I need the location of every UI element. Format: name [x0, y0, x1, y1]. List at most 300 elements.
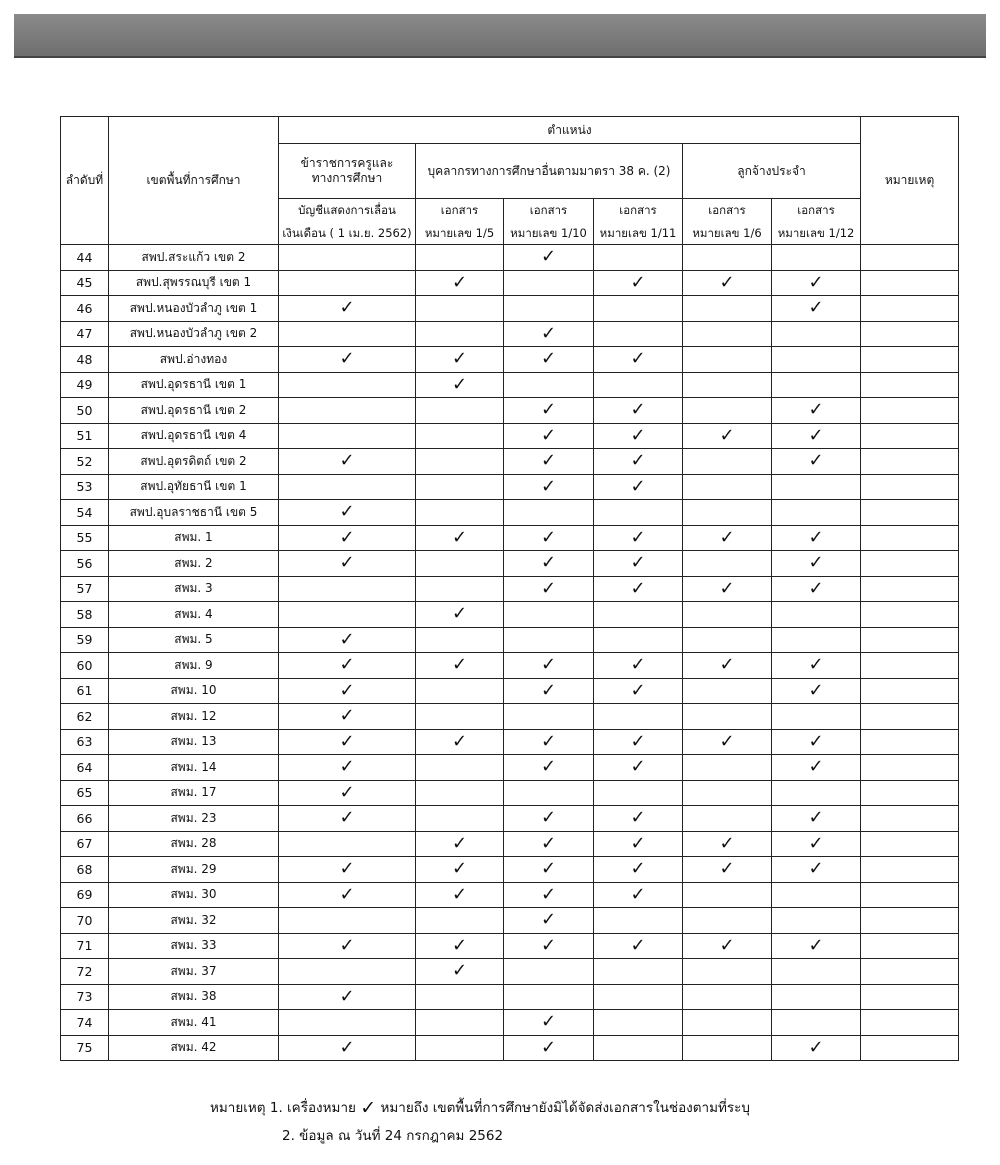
row-area-name: สพม. 13 [109, 729, 279, 755]
empty-cell [772, 882, 861, 908]
row-area-name: สพป.สระแก้ว เขต 2 [109, 245, 279, 271]
check-mark-icon: ✓ [504, 398, 594, 424]
check-mark-icon: ✓ [279, 704, 416, 730]
table-row [61, 831, 959, 857]
check-mark-icon: ✓ [504, 347, 594, 373]
check-mark-icon: ✓ [772, 551, 861, 577]
empty-cell [772, 704, 861, 730]
empty-cell [279, 831, 416, 857]
row-remark [861, 806, 959, 832]
row-number: 55 [61, 525, 109, 551]
empty-cell [683, 806, 772, 832]
row-number: 75 [61, 1035, 109, 1061]
check-mark-icon: ✓ [594, 474, 683, 500]
header-doc-salary-line2: เงินเดือน ( 1 เม.ย. 2562) [279, 223, 416, 245]
row-number: 67 [61, 831, 109, 857]
empty-cell [279, 398, 416, 424]
row-area-name: สพม. 28 [109, 831, 279, 857]
empty-cell [504, 296, 594, 322]
check-mark-icon: ✓ [416, 270, 504, 296]
check-mark-icon: ✓ [279, 551, 416, 577]
table-row [61, 729, 959, 755]
row-area-name: สพม. 14 [109, 755, 279, 781]
check-mark-icon: ✓ [416, 882, 504, 908]
row-area-name: สพม. 33 [109, 933, 279, 959]
check-mark-icon: ✓ [279, 525, 416, 551]
row-area-name: สพป.อ่างทอง [109, 347, 279, 373]
check-mark-icon: ✓ [360, 1097, 377, 1119]
row-area-name: สพป.อุทัยธานี เขต 1 [109, 474, 279, 500]
row-area-name: สพม. 9 [109, 653, 279, 679]
empty-cell [594, 602, 683, 628]
table-row [61, 627, 959, 653]
empty-cell [772, 602, 861, 628]
row-area-name: สพม. 37 [109, 959, 279, 985]
header-doc-1-11-line1: เอกสาร [594, 199, 683, 223]
check-mark-icon: ✓ [594, 857, 683, 883]
empty-cell [416, 576, 504, 602]
footnote-line-2: 2. ข้อมูล ณ วันที่ 24 กรกฎาคม 2562 [282, 1128, 504, 1144]
empty-cell [416, 704, 504, 730]
empty-cell [416, 500, 504, 526]
empty-cell [594, 321, 683, 347]
top-header-bar [14, 14, 986, 58]
empty-cell [594, 296, 683, 322]
row-remark [861, 372, 959, 398]
header-position: ตำแหน่ง [279, 117, 861, 144]
row-area-name: สพม. 41 [109, 1010, 279, 1036]
empty-cell [279, 245, 416, 271]
empty-cell [279, 270, 416, 296]
footnote-label: หมายเหตุ [210, 1100, 266, 1116]
table-row [61, 602, 959, 628]
empty-cell [594, 908, 683, 934]
row-number: 44 [61, 245, 109, 271]
empty-cell [683, 984, 772, 1010]
row-number: 52 [61, 449, 109, 475]
row-area-name: สพม. 29 [109, 857, 279, 883]
check-mark-icon: ✓ [504, 449, 594, 475]
header-doc-1-12-line1: เอกสาร [772, 199, 861, 223]
table-row [61, 321, 959, 347]
empty-cell [594, 245, 683, 271]
header-doc-1-5-line2: หมายเลข 1/5 [416, 223, 504, 245]
row-number: 54 [61, 500, 109, 526]
row-remark [861, 1010, 959, 1036]
row-number: 47 [61, 321, 109, 347]
empty-cell [772, 984, 861, 1010]
check-mark-icon: ✓ [279, 653, 416, 679]
row-number: 69 [61, 882, 109, 908]
header-group-staff: บุคลากรทางการศึกษาอื่นตามมาตรา 38 ค. (2) [416, 144, 683, 199]
empty-cell [416, 806, 504, 832]
row-area-name: สพป.สุพรรณบุรี เขต 1 [109, 270, 279, 296]
table-row [61, 704, 959, 730]
check-mark-icon: ✓ [504, 882, 594, 908]
row-remark [861, 882, 959, 908]
check-mark-icon: ✓ [772, 1035, 861, 1061]
check-mark-icon: ✓ [594, 576, 683, 602]
check-mark-icon: ✓ [416, 857, 504, 883]
table-row [61, 933, 959, 959]
empty-cell [279, 1010, 416, 1036]
row-remark [861, 729, 959, 755]
check-mark-icon: ✓ [772, 653, 861, 679]
empty-cell [683, 321, 772, 347]
row-area-name: สพม. 10 [109, 678, 279, 704]
check-mark-icon: ✓ [594, 653, 683, 679]
check-mark-icon: ✓ [683, 831, 772, 857]
check-mark-icon: ✓ [594, 551, 683, 577]
header-remark: หมายเหตุ [861, 117, 959, 245]
empty-cell [279, 423, 416, 449]
empty-cell [416, 1010, 504, 1036]
row-number: 73 [61, 984, 109, 1010]
header-doc-1-11-line2: หมายเลข 1/11 [594, 223, 683, 245]
check-mark-icon: ✓ [504, 1010, 594, 1036]
empty-cell [416, 678, 504, 704]
check-mark-icon: ✓ [683, 729, 772, 755]
row-remark [861, 296, 959, 322]
check-mark-icon: ✓ [772, 525, 861, 551]
check-mark-icon: ✓ [279, 500, 416, 526]
check-mark-icon: ✓ [504, 831, 594, 857]
empty-cell [416, 755, 504, 781]
check-mark-icon: ✓ [504, 321, 594, 347]
header-doc-1-10-line2: หมายเลข 1/10 [504, 223, 594, 245]
empty-cell [416, 984, 504, 1010]
check-mark-icon: ✓ [772, 449, 861, 475]
empty-cell [594, 627, 683, 653]
row-remark [861, 984, 959, 1010]
check-mark-icon: ✓ [594, 678, 683, 704]
empty-cell [416, 423, 504, 449]
table-row [61, 423, 959, 449]
row-number: 61 [61, 678, 109, 704]
check-mark-icon: ✓ [279, 296, 416, 322]
empty-cell [772, 245, 861, 271]
check-mark-icon: ✓ [279, 933, 416, 959]
row-area-name: สพม. 2 [109, 551, 279, 577]
empty-cell [683, 908, 772, 934]
row-remark [861, 245, 959, 271]
empty-cell [416, 1035, 504, 1061]
check-mark-icon: ✓ [772, 678, 861, 704]
row-number: 72 [61, 959, 109, 985]
empty-cell [416, 449, 504, 475]
table-row [61, 959, 959, 985]
check-mark-icon: ✓ [416, 602, 504, 628]
row-remark [861, 780, 959, 806]
empty-cell [683, 347, 772, 373]
check-mark-icon: ✓ [279, 882, 416, 908]
empty-cell [683, 551, 772, 577]
row-remark [861, 551, 959, 577]
table-row [61, 372, 959, 398]
check-mark-icon: ✓ [279, 755, 416, 781]
empty-cell [416, 780, 504, 806]
table-row [61, 1010, 959, 1036]
row-number: 49 [61, 372, 109, 398]
row-remark [861, 755, 959, 781]
row-area-name: สพม. 12 [109, 704, 279, 730]
submission-status-table [60, 116, 959, 1061]
header-doc-1-10-line1: เอกสาร [504, 199, 594, 223]
check-mark-icon: ✓ [279, 857, 416, 883]
check-mark-icon: ✓ [594, 347, 683, 373]
row-number: 59 [61, 627, 109, 653]
row-remark [861, 678, 959, 704]
row-number: 64 [61, 755, 109, 781]
row-number: 70 [61, 908, 109, 934]
check-mark-icon: ✓ [772, 270, 861, 296]
empty-cell [594, 959, 683, 985]
table-row [61, 270, 959, 296]
row-number: 60 [61, 653, 109, 679]
row-number: 57 [61, 576, 109, 602]
row-area-name: สพม. 17 [109, 780, 279, 806]
check-mark-icon: ✓ [504, 1035, 594, 1061]
row-remark [861, 857, 959, 883]
check-mark-icon: ✓ [279, 678, 416, 704]
check-mark-icon: ✓ [772, 831, 861, 857]
row-number: 68 [61, 857, 109, 883]
row-remark [861, 449, 959, 475]
empty-cell [772, 372, 861, 398]
check-mark-icon: ✓ [416, 525, 504, 551]
row-number: 62 [61, 704, 109, 730]
row-number: 65 [61, 780, 109, 806]
check-mark-icon: ✓ [594, 831, 683, 857]
header-doc-1-6-line2: หมายเลข 1/6 [683, 223, 772, 245]
check-mark-icon: ✓ [504, 806, 594, 832]
check-mark-icon: ✓ [594, 398, 683, 424]
empty-cell [683, 449, 772, 475]
row-remark [861, 627, 959, 653]
row-remark [861, 908, 959, 934]
empty-cell [683, 780, 772, 806]
table-header [61, 117, 959, 245]
empty-cell [772, 347, 861, 373]
check-mark-icon: ✓ [504, 933, 594, 959]
empty-cell [416, 474, 504, 500]
check-mark-icon: ✓ [683, 423, 772, 449]
empty-cell [772, 1010, 861, 1036]
check-mark-icon: ✓ [772, 857, 861, 883]
table-row [61, 474, 959, 500]
header-doc-1-5-line1: เอกสาร [416, 199, 504, 223]
row-remark [861, 576, 959, 602]
row-area-name: สพป.อุดรธานี เขต 1 [109, 372, 279, 398]
check-mark-icon: ✓ [772, 296, 861, 322]
empty-cell [416, 908, 504, 934]
check-mark-icon: ✓ [594, 933, 683, 959]
header-doc-1-6-line1: เอกสาร [683, 199, 772, 223]
check-mark-icon: ✓ [594, 423, 683, 449]
row-area-name: สพป.อุบลราชธานี เขต 5 [109, 500, 279, 526]
check-mark-icon: ✓ [772, 576, 861, 602]
empty-cell [594, 704, 683, 730]
empty-cell [683, 500, 772, 526]
empty-cell [279, 576, 416, 602]
row-area-name: สพม. 5 [109, 627, 279, 653]
empty-cell [683, 678, 772, 704]
empty-cell [772, 321, 861, 347]
row-number: 56 [61, 551, 109, 577]
row-area-name: สพป.หนองบัวลำภู เขต 1 [109, 296, 279, 322]
footnote-1-text: หมายถึง เขตพื้นที่การศึกษายังมิได้จัดส่งเอกสารในช่องตามที่ระบุ [380, 1100, 750, 1116]
empty-cell [594, 780, 683, 806]
check-mark-icon: ✓ [504, 576, 594, 602]
footnote-1-prefix: 1. เครื่องหมาย [269, 1100, 356, 1116]
check-mark-icon: ✓ [416, 831, 504, 857]
row-number: 50 [61, 398, 109, 424]
empty-cell [504, 984, 594, 1010]
empty-cell [683, 704, 772, 730]
check-mark-icon: ✓ [683, 270, 772, 296]
check-mark-icon: ✓ [772, 806, 861, 832]
row-remark [861, 270, 959, 296]
empty-cell [683, 398, 772, 424]
empty-cell [279, 959, 416, 985]
check-mark-icon: ✓ [683, 933, 772, 959]
check-mark-icon: ✓ [772, 729, 861, 755]
empty-cell [279, 372, 416, 398]
empty-cell [504, 270, 594, 296]
header-group-employee: ลูกจ้างประจำ [683, 144, 861, 199]
empty-cell [416, 398, 504, 424]
check-mark-icon: ✓ [504, 525, 594, 551]
check-mark-icon: ✓ [504, 245, 594, 271]
table-row [61, 755, 959, 781]
check-mark-icon: ✓ [683, 576, 772, 602]
table-row [61, 500, 959, 526]
check-mark-icon: ✓ [683, 857, 772, 883]
check-mark-icon: ✓ [279, 780, 416, 806]
table-row [61, 347, 959, 373]
row-area-name: สพม. 30 [109, 882, 279, 908]
empty-cell [683, 1035, 772, 1061]
row-number: 74 [61, 1010, 109, 1036]
row-number: 58 [61, 602, 109, 628]
empty-cell [504, 704, 594, 730]
row-number: 63 [61, 729, 109, 755]
check-mark-icon: ✓ [594, 806, 683, 832]
row-remark [861, 933, 959, 959]
check-mark-icon: ✓ [279, 984, 416, 1010]
check-mark-icon: ✓ [416, 933, 504, 959]
row-number: 48 [61, 347, 109, 373]
empty-cell [504, 500, 594, 526]
table-row [61, 449, 959, 475]
empty-cell [504, 959, 594, 985]
check-mark-icon: ✓ [279, 627, 416, 653]
row-remark [861, 321, 959, 347]
empty-cell [504, 372, 594, 398]
check-mark-icon: ✓ [594, 729, 683, 755]
check-mark-icon: ✓ [504, 729, 594, 755]
empty-cell [594, 372, 683, 398]
row-area-name: สพม. 4 [109, 602, 279, 628]
row-number: 51 [61, 423, 109, 449]
row-number: 46 [61, 296, 109, 322]
table-row [61, 678, 959, 704]
empty-cell [772, 959, 861, 985]
check-mark-icon: ✓ [504, 857, 594, 883]
row-area-name: สพม. 32 [109, 908, 279, 934]
empty-cell [683, 372, 772, 398]
table-row [61, 245, 959, 271]
empty-cell [504, 602, 594, 628]
header-doc-1-12-line2: หมายเลข 1/12 [772, 223, 861, 245]
row-remark [861, 959, 959, 985]
empty-cell [504, 780, 594, 806]
check-mark-icon: ✓ [416, 729, 504, 755]
check-mark-icon: ✓ [504, 653, 594, 679]
row-area-name: สพม. 3 [109, 576, 279, 602]
table-row [61, 984, 959, 1010]
table-row [61, 525, 959, 551]
row-area-name: สพป.หนองบัวลำภู เขต 2 [109, 321, 279, 347]
empty-cell [594, 984, 683, 1010]
row-remark [861, 474, 959, 500]
check-mark-icon: ✓ [683, 653, 772, 679]
row-area-name: สพป.อุดรธานี เขต 4 [109, 423, 279, 449]
empty-cell [416, 627, 504, 653]
empty-cell [772, 627, 861, 653]
check-mark-icon: ✓ [772, 755, 861, 781]
check-mark-icon: ✓ [594, 270, 683, 296]
empty-cell [683, 474, 772, 500]
check-mark-icon: ✓ [504, 423, 594, 449]
check-mark-icon: ✓ [683, 525, 772, 551]
row-remark [861, 831, 959, 857]
empty-cell [594, 500, 683, 526]
empty-cell [416, 296, 504, 322]
empty-cell [594, 1035, 683, 1061]
empty-cell [683, 627, 772, 653]
empty-cell [279, 908, 416, 934]
check-mark-icon: ✓ [279, 1035, 416, 1061]
table-row [61, 1035, 959, 1061]
empty-cell [683, 882, 772, 908]
empty-cell [279, 321, 416, 347]
empty-cell [683, 1010, 772, 1036]
row-number: 45 [61, 270, 109, 296]
table-row [61, 908, 959, 934]
footnote-line-1 [210, 1094, 750, 1122]
table-row [61, 857, 959, 883]
row-remark [861, 500, 959, 526]
empty-cell [683, 755, 772, 781]
row-number: 71 [61, 933, 109, 959]
table-row [61, 882, 959, 908]
table-row [61, 806, 959, 832]
check-mark-icon: ✓ [504, 755, 594, 781]
table-row [61, 576, 959, 602]
row-remark [861, 602, 959, 628]
check-mark-icon: ✓ [594, 449, 683, 475]
empty-cell [594, 1010, 683, 1036]
header-area: เขตพื้นที่การศึกษา [109, 117, 279, 245]
footnotes [210, 1094, 750, 1150]
check-mark-icon: ✓ [504, 474, 594, 500]
header-doc-salary-line1: บัญชีแสดงการเลื่อน [279, 199, 416, 223]
row-area-name: สพม. 42 [109, 1035, 279, 1061]
table-row [61, 296, 959, 322]
table-row [61, 551, 959, 577]
empty-cell [416, 551, 504, 577]
